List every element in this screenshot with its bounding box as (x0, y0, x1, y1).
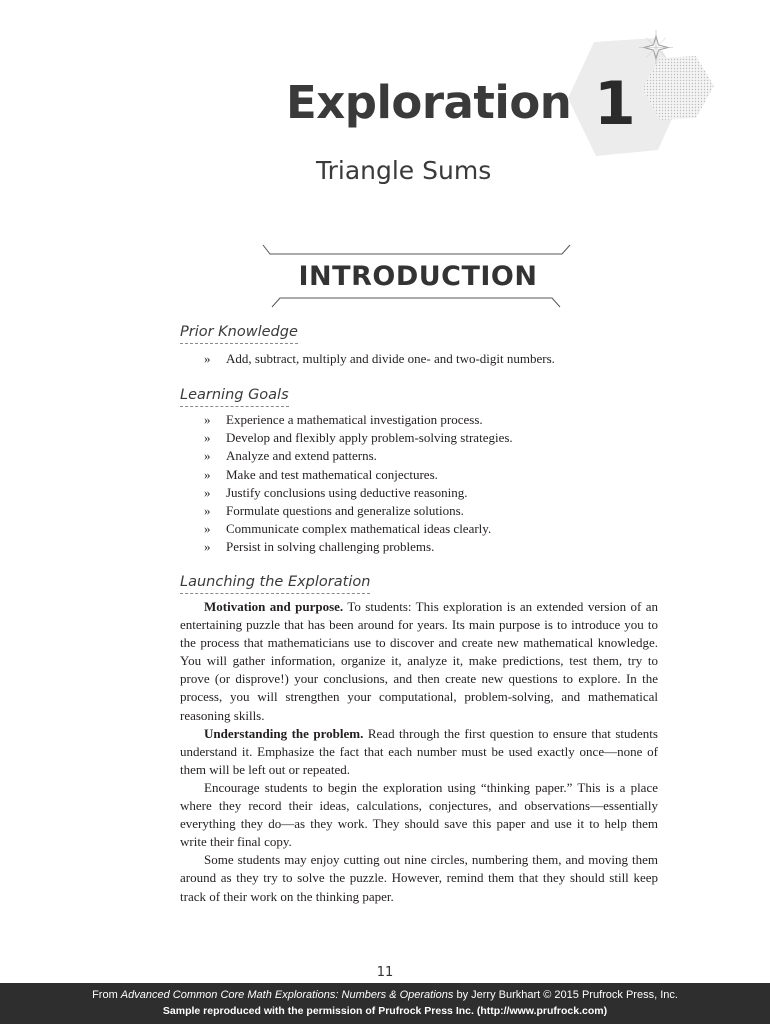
run-in-heading: Motivation and purpose. (204, 599, 344, 614)
bullet-icon: » (204, 484, 211, 500)
list-item: » Make and test mathematical conjectures. (204, 466, 513, 484)
bullet-icon: » (204, 448, 211, 464)
footer-permission: Sample reproduced with the permission of Prufrock Press Inc. (http://www.prufrock.com) (162, 1005, 608, 1017)
book-title: Advanced Common Core Math Explorations: Numbers & Operations (120, 989, 454, 1001)
page-number: 11 (376, 965, 394, 980)
list-item: » Add, subtract, multiply and divide one- and two-digit numbers. (204, 350, 555, 368)
prior-knowledge-list (204, 350, 555, 368)
introduction-heading: INTRODUCTION (298, 261, 538, 292)
footer-bar (0, 983, 770, 1024)
list-item: » Persist in solving challenging problems. (204, 538, 513, 556)
learning-goals-heading: Learning Goals (180, 386, 289, 407)
paragraph-thinking-paper: Encourage students to begin the exploration using “thinking paper.” This is a place where they record their ideas, calculations, conjectures, and observations—essentially everything they do—as they work. They should save this paper and use it to help them write their final copy. (180, 779, 658, 850)
hexagon-decoration (556, 28, 726, 168)
bullet-icon: » (204, 466, 211, 482)
bullet-icon: » (204, 412, 211, 427)
paragraph-circles: Some students may enjoy cutting out nine circles, numbering them, and moving them around as they try to solve the puzzle. However, remind them that they should still keep track of their work on the thinking paper. (180, 852, 658, 904)
list-item: » Formulate questions and generalize solutions. (204, 502, 513, 520)
list-item: » Justify conclusions using deductive reasoning. (204, 484, 513, 502)
list-item: » Develop and flexibly apply problem-solving strategies. (204, 429, 513, 447)
paragraph-motivation: Motivation and purpose. To students: This exploration is an extended version of an entertaining puzzle that has been around for years. Its main purpose is to introduce you to the process that mathematicians use to discover and create new mathematical knowledge. You will gather information, organize it, analyze it, make predictions, test them, try to prove (or disprove!) your conclusions, and then create new questions to explore. In the process, you will strengthen your computational, problem-solving, and mathematical reasoning skills. (180, 599, 658, 723)
paragraph-understanding: Understanding the problem. Read through the first question to ensure that students understand it. Emphasize the fact that each number must be used exactly once—none of them will be left out or repeated. (180, 725, 658, 777)
prior-knowledge-heading: Prior Knowledge (180, 323, 298, 344)
list-item: » Analyze and extend patterns. (204, 447, 513, 465)
run-in-heading: Understanding the problem. (204, 725, 364, 741)
page-title: Exploration (286, 76, 572, 129)
footer-credit: From Advanced Common Core Math Explorations: Numbers & Operations by Jerry Burkhart © 2015 Prufrock Press, Inc. (92, 989, 678, 1001)
list-item: » Communicate complex mathematical ideas clearly. (204, 520, 513, 538)
bullet-icon: » (204, 521, 211, 537)
list-item: » Experience a mathematical investigation process. (204, 411, 513, 429)
launching-heading: Launching the Exploration (180, 573, 370, 594)
bullet-icon: » (204, 430, 211, 446)
chapter-number: 1 (594, 69, 636, 139)
learning-goals-list (204, 411, 513, 557)
bullet-icon: » (204, 351, 211, 366)
bullet-icon: » (204, 502, 211, 518)
launching-body (180, 598, 658, 906)
page-subtitle: Triangle Sums (316, 156, 492, 185)
bullet-icon: » (204, 539, 211, 555)
